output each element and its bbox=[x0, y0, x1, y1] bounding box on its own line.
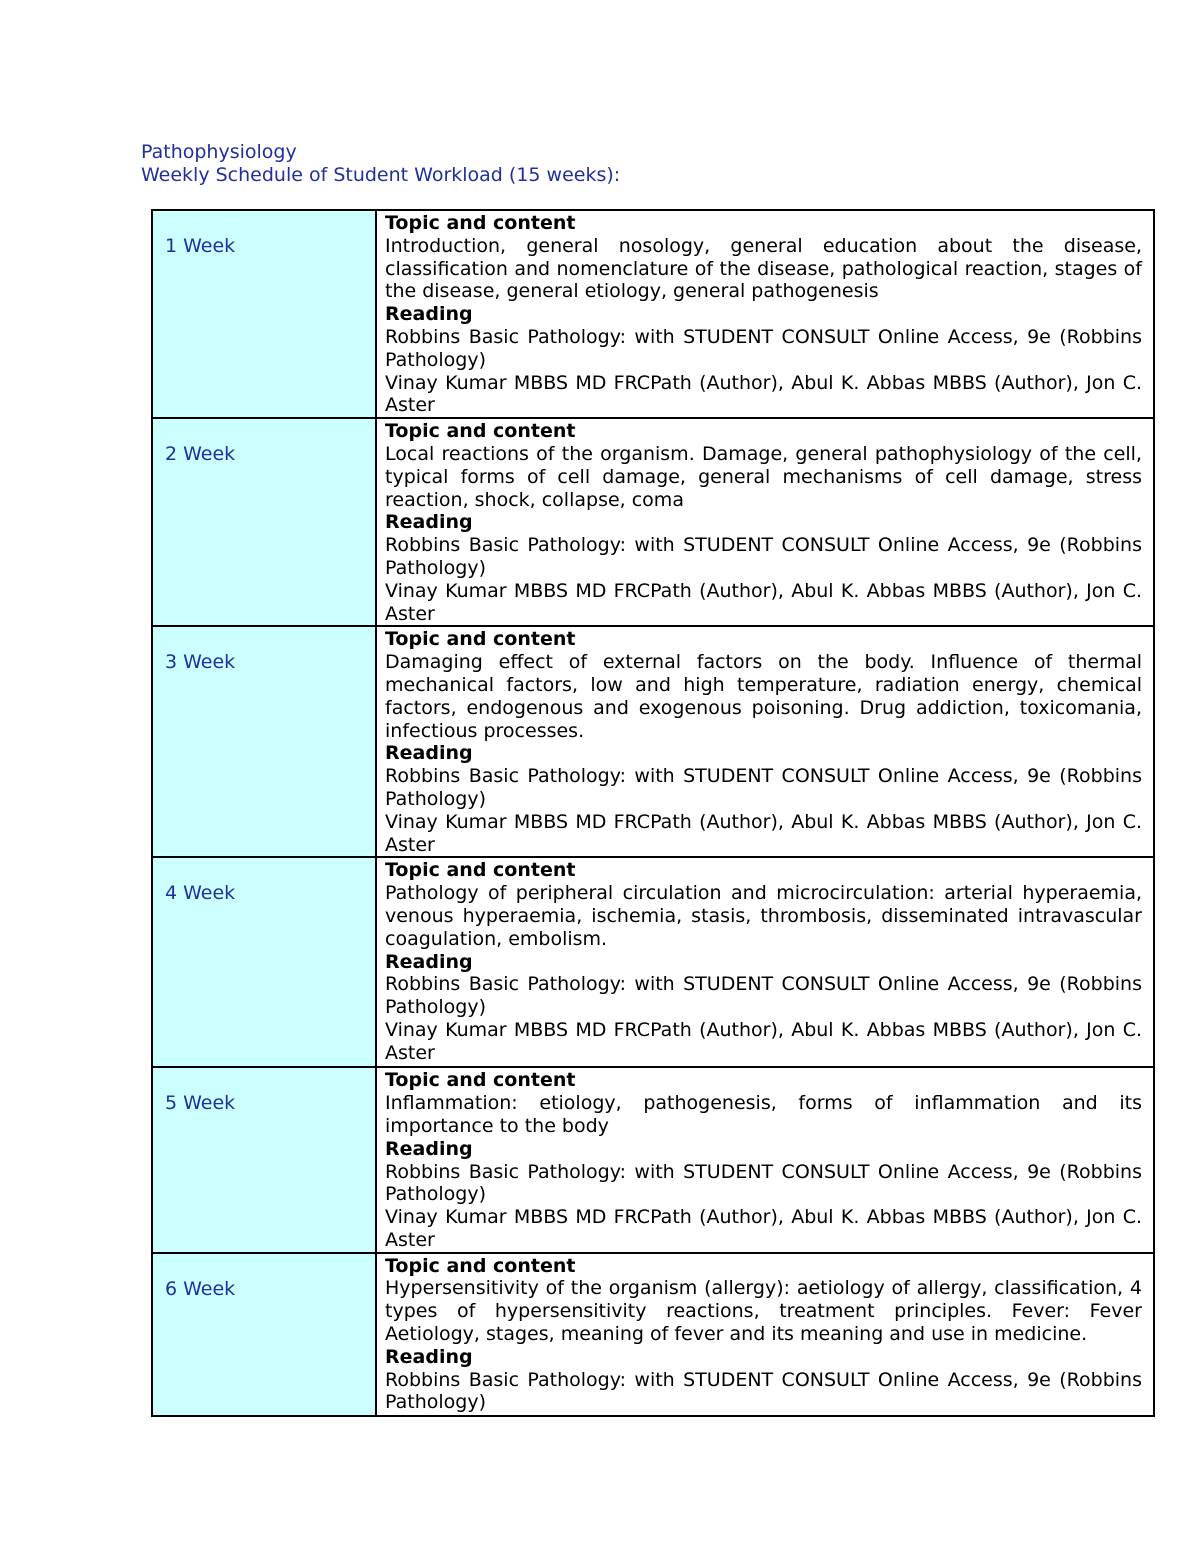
reading-book: Robbins Basic Pathology: with STUDENT CONSULT Online Access, 9e (Robbins Pathology) bbox=[385, 765, 1142, 810]
table-row bbox=[152, 1067, 1154, 1252]
topic-text: Damaging effect of external factors on the body. Influence of thermal mechanical factors, low and high temperature, radiation energy, chemical factors, endogenous and exogenous poisoning. Drug addiction, toxicomania, infectious processes. bbox=[385, 651, 1142, 742]
table-row bbox=[152, 210, 1154, 418]
reading-authors: Vinay Kumar MBBS MD FRCPath (Author), Abul K. Abbas MBBS (Author), Jon C. Aster bbox=[385, 810, 1142, 856]
week-label-cell bbox=[152, 1253, 376, 1416]
weekly-schedule-table bbox=[151, 209, 1155, 1417]
topic-heading: Topic and content bbox=[385, 212, 576, 234]
topic-heading: Topic and content bbox=[385, 1254, 576, 1277]
reading-heading: Reading bbox=[385, 1137, 473, 1160]
reading-heading: Reading bbox=[385, 950, 473, 973]
reading-authors: Vinay Kumar MBBS MD FRCPath (Author), Abul K. Abbas MBBS (Author), Jon C. Aster bbox=[385, 1018, 1142, 1064]
week-content-cell bbox=[376, 626, 1154, 857]
topic-heading: Topic and content bbox=[385, 1069, 576, 1092]
reading-book: Robbins Basic Pathology: with STUDENT CONSULT Online Access, 9e (Robbins Pathology) bbox=[385, 1368, 1142, 1414]
topic-heading: Topic and content bbox=[385, 859, 576, 882]
week-label-cell bbox=[152, 1067, 376, 1252]
table-row bbox=[152, 626, 1154, 857]
reading-book: Robbins Basic Pathology: with STUDENT CONSULT Online Access, 9e (Robbins Pathology) bbox=[385, 1160, 1142, 1206]
week-label: 1 Week bbox=[165, 235, 236, 257]
reading-book: Robbins Basic Pathology: with STUDENT CONSULT Online Access, 9e (Robbins Pathology) bbox=[385, 973, 1142, 1019]
week-content-cell bbox=[376, 1067, 1154, 1252]
week-label: 4 Week bbox=[165, 882, 236, 905]
reading-heading: Reading bbox=[385, 742, 473, 765]
week-label-cell bbox=[152, 857, 376, 1067]
week-label-cell bbox=[152, 210, 376, 418]
week-label: 2 Week bbox=[165, 443, 236, 466]
topic-heading: Topic and content bbox=[385, 420, 576, 443]
topic-text: Local reactions of the organism. Damage, general pathophysiology of the cell, typical forms of cell damage, general mechanisms of cell damage, stress reaction, shock, collapse, coma bbox=[385, 442, 1142, 511]
week-content-cell bbox=[376, 1253, 1154, 1416]
week-label-cell bbox=[152, 626, 376, 857]
document-header bbox=[141, 141, 620, 187]
week-content-cell bbox=[376, 210, 1154, 418]
reading-authors: Vinay Kumar MBBS MD FRCPath (Author), Abul K. Abbas MBBS (Author), Jon C. Aster bbox=[385, 579, 1142, 625]
week-label: 5 Week bbox=[165, 1092, 236, 1115]
topic-text: Hypersensitivity of the organism (allergy): aetiology of allergy, classification, 4 types of hypersensitivity reactions, treatment principles. Fever: Fever Aetiology, stages, meaning of fever and its meaning and use in medicine. bbox=[385, 1277, 1142, 1346]
reading-book: Robbins Basic Pathology: with STUDENT CONSULT Online Access, 9e (Robbins Pathology) bbox=[385, 325, 1142, 371]
table-row bbox=[152, 857, 1154, 1067]
page-subtitle: Weekly Schedule of Student Workload (15 weeks): bbox=[141, 164, 621, 186]
week-label: 3 Week bbox=[165, 651, 236, 674]
topic-heading: Topic and content bbox=[385, 628, 576, 651]
table-row bbox=[152, 418, 1154, 626]
topic-text: Introduction, general nosology, general education about the disease, classification and nomenclature of the disease, pathological reaction, stages of the disease, general etiology, general pathogenesis bbox=[385, 234, 1142, 303]
week-content-cell bbox=[376, 857, 1154, 1067]
reading-heading: Reading bbox=[385, 1345, 473, 1368]
reading-book: Robbins Basic Pathology: with STUDENT CONSULT Online Access, 9e (Robbins Pathology) bbox=[385, 534, 1142, 579]
page-title: Pathophysiology bbox=[141, 141, 297, 163]
topic-text: Pathology of peripheral circulation and microcirculation: arterial hyperaemia, venous hyperaemia, ischemia, stasis, thrombosis, disseminated intravascular coagulation, embolism. bbox=[385, 882, 1142, 950]
week-content-cell bbox=[376, 418, 1154, 626]
reading-authors: Vinay Kumar MBBS MD FRCPath (Author), Abul K. Abbas MBBS (Author), Jon C. Aster bbox=[385, 1206, 1142, 1251]
topic-text: Inflammation: etiology, pathogenesis, forms of inflammation and its importance to the body bbox=[385, 1092, 1142, 1137]
table-row bbox=[152, 1253, 1154, 1416]
reading-heading: Reading bbox=[385, 303, 473, 326]
week-label-cell bbox=[152, 418, 376, 626]
week-label: 6 Week bbox=[165, 1277, 236, 1300]
reading-authors: Vinay Kumar MBBS MD FRCPath (Author), Abul K. Abbas MBBS (Author), Jon C. Aster bbox=[385, 371, 1142, 417]
reading-heading: Reading bbox=[385, 511, 473, 534]
